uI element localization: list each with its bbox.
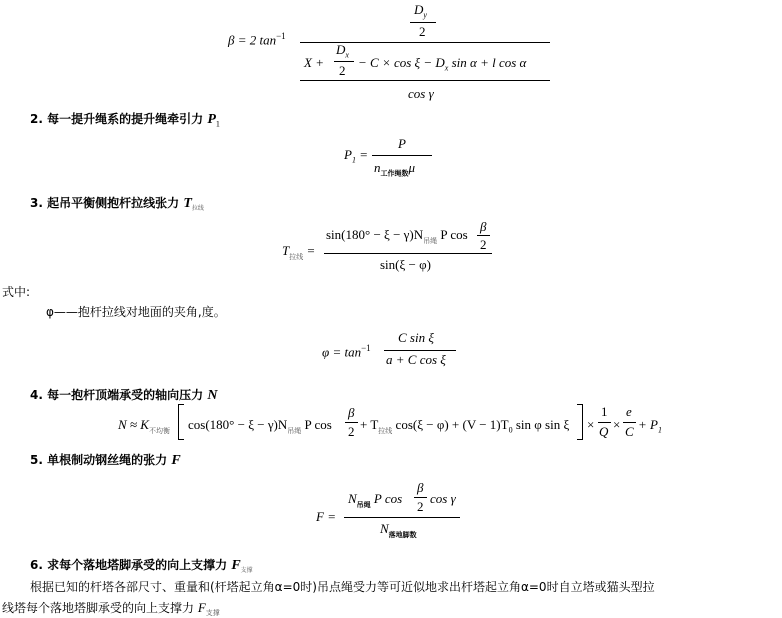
paragraph-line-1: 根据已知的杆塔各部尺寸、重量和(杆塔起立角α=0时)吊点绳受力等可近似地求出杆塔起立角α=0时自立塔或猫头型拉	[30, 580, 655, 594]
paragraph-line-2-sub: 支撑	[205, 609, 220, 617]
section-6-var-sub: 支撑	[240, 567, 253, 574]
t-num-frac-top: β	[480, 219, 487, 234]
f-num-n: N	[348, 491, 357, 506]
n-part4: cos(ξ − φ) + (V − 1)T	[395, 417, 509, 432]
f-frac-bar	[414, 497, 427, 498]
n-part3-sub: 拉线	[378, 427, 393, 435]
t-lhs: T	[282, 243, 290, 258]
f-num-b: P cos	[373, 491, 403, 506]
n-part5: sin φ sin ξ	[515, 417, 570, 432]
section-2-number: 2.	[30, 112, 43, 126]
t-num-a: sin(180° − ξ − γ)N	[326, 227, 424, 242]
beta-lower-fraction-bar	[300, 80, 550, 81]
p1-fraction-bar	[372, 155, 432, 156]
beta-top-den: 2	[419, 24, 426, 39]
n-part3: + T	[360, 417, 379, 432]
t-lhs-sub: 拉线	[289, 253, 304, 261]
n-times-1: ×	[587, 417, 595, 432]
section-5-number: 5.	[30, 453, 43, 467]
n-part4-sub: 0	[508, 425, 513, 435]
f-frac-top: β	[417, 480, 424, 495]
section-5-heading	[30, 451, 181, 469]
beta-top-num: D	[414, 2, 424, 17]
t-den: sin(ξ − φ)	[380, 257, 431, 272]
f-fraction-bar	[344, 517, 460, 518]
phi-num: C sin ξ	[398, 330, 434, 345]
section-3-title: 起吊平衡侧抱杆拉线张力	[47, 196, 180, 210]
section-2-var: P	[207, 112, 216, 127]
p1-lhs-sub: 1	[351, 155, 356, 165]
n-f2-bot: C	[625, 424, 634, 439]
beta-mid-x: X +	[304, 55, 324, 70]
f-den-sub: 落地脚数	[388, 531, 417, 539]
f-frac-bot: 2	[417, 499, 424, 514]
n-left-bracket	[178, 404, 184, 440]
p1-den-mu: μ	[408, 160, 416, 175]
n-f2-bar	[623, 422, 636, 423]
n-f1-bot: Q	[599, 424, 609, 439]
section-2-title: 每一提升绳系的提升绳牵引力	[47, 112, 204, 126]
section-4-var: N	[207, 388, 218, 403]
beta-lhs: β = 2 tan	[228, 32, 277, 48]
section-3-var-sub: 拉线	[191, 205, 204, 212]
t-num-frac-bot: 2	[480, 237, 487, 252]
n-f1-top: 1	[601, 404, 608, 419]
section-6-title: 求每个落地塔脚承受的向上支撑力	[47, 558, 228, 572]
section-2-heading	[30, 110, 220, 128]
paragraph-line-2	[2, 599, 220, 616]
section-5-var: F	[171, 453, 181, 468]
t-eq: =	[306, 243, 316, 258]
n-lhs-sub: 不均衡	[148, 427, 170, 435]
p1-num: P	[398, 136, 406, 151]
section-2-var-sub: 1	[215, 119, 220, 129]
beta-top-fraction-bar	[410, 22, 436, 23]
n-frac-bar	[345, 422, 358, 423]
section-3-var: T	[183, 196, 192, 211]
section-4-heading	[30, 386, 217, 404]
t-fraction-bar	[324, 253, 492, 254]
section-3-number: 3.	[30, 196, 43, 210]
beta-mid-dx: D	[336, 42, 346, 57]
t-num-frac-bar	[477, 235, 490, 236]
t-num-sub: 吊绳	[423, 237, 438, 245]
f-num-sub: 吊绳	[356, 501, 371, 509]
section-6-heading	[30, 556, 253, 574]
f-num-c: cos γ	[430, 491, 456, 506]
beta-mid-two: 2	[339, 63, 346, 78]
n-tail: + P	[638, 417, 658, 432]
n-f1-bar	[598, 422, 611, 423]
beta-mid-rest: − C × cos ξ − D	[358, 55, 445, 70]
n-tail-sub: 1	[657, 425, 662, 435]
section-4-title: 每一抱杆顶端承受的轴向压力	[47, 388, 204, 402]
beta-inv: −1	[276, 31, 286, 41]
n-frac-top: β	[348, 405, 355, 420]
p1-den-n: n	[374, 160, 381, 175]
p1-lhs: P	[344, 147, 352, 162]
beta-mid-rest-sub: x	[444, 63, 449, 73]
f-lhs: F =	[316, 509, 336, 524]
paragraph-line-2-text: 线塔每个落地塔脚承受的向上支撑力	[2, 601, 195, 615]
n-right-bracket	[577, 404, 583, 440]
p1-eq: =	[359, 147, 368, 162]
phi-den: a + C cos ξ	[386, 352, 446, 367]
phi-lhs: φ = tan	[322, 344, 362, 360]
n-lhs: N ≈ K	[118, 417, 149, 432]
n-part2: P cos	[304, 417, 332, 432]
beta-mid-fraction-bar	[334, 61, 354, 62]
beta-mid-rest2: sin α + l cos α	[451, 55, 527, 70]
beta-top-num-sub: y	[423, 10, 427, 20]
where-label: 式中:	[2, 285, 31, 299]
section-6-var: F	[231, 558, 241, 573]
n-part1: cos(180° − ξ − γ)N	[188, 417, 288, 432]
t-num-b: P cos	[440, 227, 468, 242]
n-frac-bot: 2	[348, 424, 355, 439]
n-f2-top: e	[626, 404, 632, 419]
section-6-number: 6.	[30, 558, 43, 572]
phi-fraction-bar	[384, 350, 456, 351]
section-4-number: 4.	[30, 388, 43, 402]
section-5-title: 单根制动钢丝绳的张力	[47, 453, 168, 467]
phi-inv: −1	[361, 343, 371, 353]
f-den-n: N	[380, 521, 389, 536]
section-3-heading	[30, 194, 204, 212]
beta-bottom: cos γ	[408, 86, 434, 101]
p1-den-sub: 工作绳数	[380, 169, 409, 178]
where-line: φ——抱杆拉线对地面的夹角,度。	[46, 305, 226, 319]
n-part1-sub: 吊绳	[287, 427, 302, 435]
paragraph-line-2-var: F	[197, 600, 206, 615]
beta-mid-dx-sub: x	[345, 50, 349, 60]
n-times-2: ×	[613, 417, 621, 432]
